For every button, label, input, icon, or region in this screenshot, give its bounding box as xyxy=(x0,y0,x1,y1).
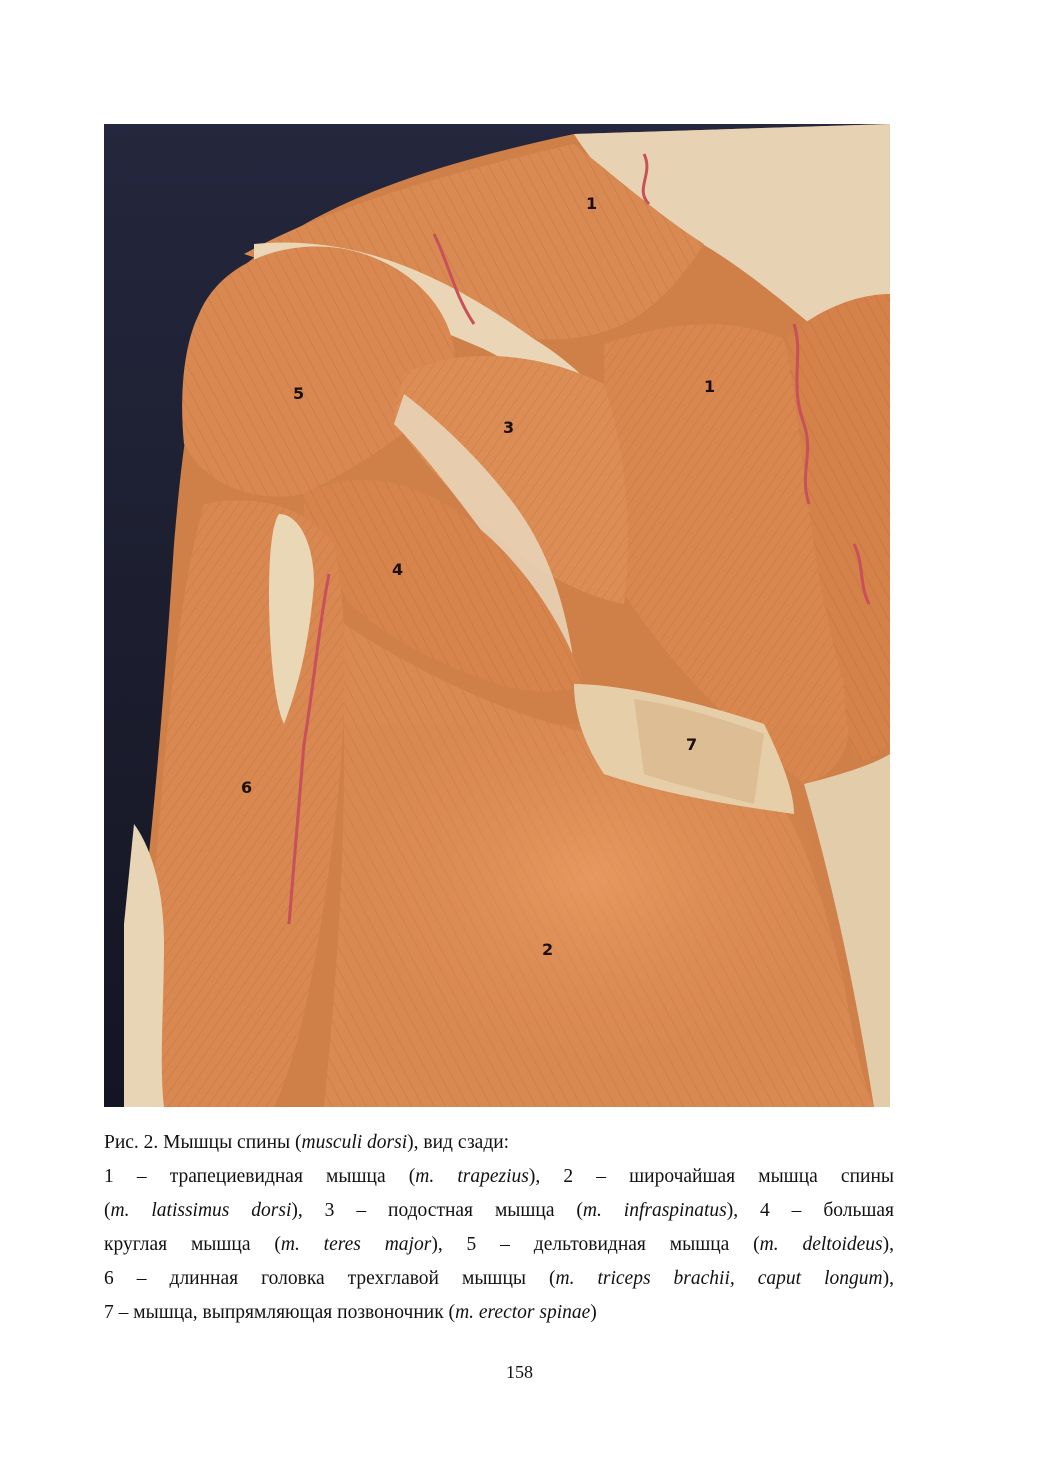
anatomy-photo xyxy=(104,124,890,1107)
caption-line: (m. latissimus dorsi), 3 – подостная мышца (m. infraspinatus), 4 – большая xyxy=(104,1200,895,1221)
label-3: 3 xyxy=(503,418,515,437)
caption-line: 7 – мышца, выпрямляющая позвоночник (m. erector spinae) xyxy=(104,1302,597,1323)
label-2: 2 xyxy=(542,940,554,959)
caption-line: 6 – длинная головка трехглавой мышцы (m. triceps brachii, caput longum), xyxy=(104,1268,894,1289)
caption-title: Рис. 2. Мышцы спины (musculi dorsi), вид сзади: xyxy=(104,1132,510,1153)
label-6: 6 xyxy=(241,778,253,797)
label-1-upper: 1 xyxy=(586,194,598,213)
figure-caption xyxy=(104,1126,894,1330)
muscle-illustration xyxy=(104,124,890,1107)
label-1-lower: 1 xyxy=(704,377,716,396)
page-number: 158 xyxy=(506,1362,533,1382)
caption-line: круглая мышца (m. teres major), 5 – дельтовидная мышца (m. deltoideus), xyxy=(104,1234,895,1255)
label-5: 5 xyxy=(293,384,305,403)
caption-line: 1 – трапециевидная мышца (m. trapezius), 2 – широчайшая мышца спины xyxy=(104,1166,894,1187)
label-4: 4 xyxy=(392,560,404,579)
label-7: 7 xyxy=(686,735,698,754)
